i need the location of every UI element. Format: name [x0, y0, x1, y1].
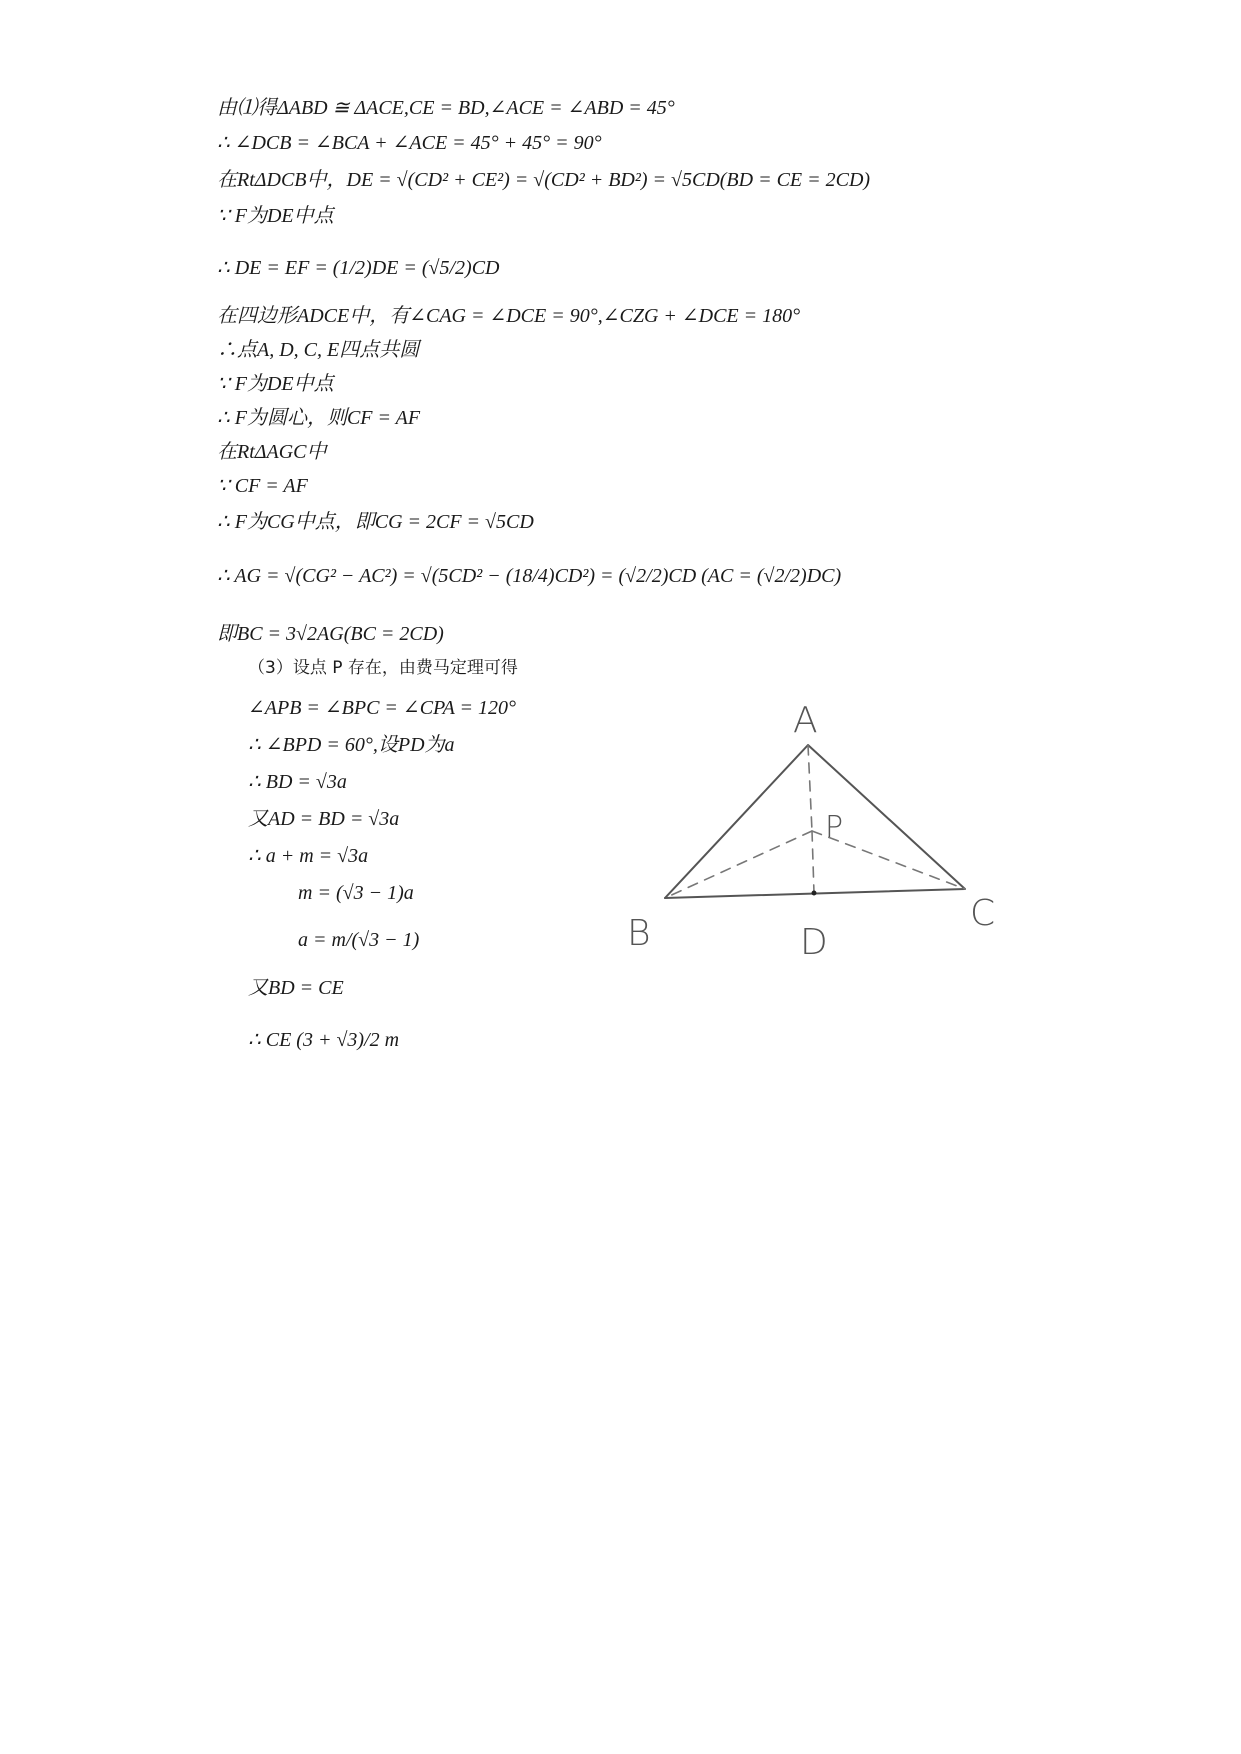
- solution-line-4: ∵ F为DE中点: [217, 205, 334, 227]
- label-a: A: [793, 700, 818, 741]
- solution-line-9: ∴ F为圆心，则CF = AF: [217, 407, 421, 429]
- part3-line-4: 又AD = BD = √3a: [248, 808, 400, 830]
- solution-line-1: 由⑴得ΔABD ≅ ΔACE,CE = BD,∠ACE = ∠ABD = 45°: [217, 97, 675, 119]
- part3-line-6: m = (√3 − 1)a: [298, 882, 414, 904]
- part3-line-7: a = m/(√3 − 1): [298, 929, 420, 951]
- segment-ap: [808, 745, 812, 831]
- label-c: C: [970, 893, 996, 934]
- solution-line-8: ∵ F为DE中点: [217, 373, 334, 395]
- solution-line-7: ∴点A, D, C, E四点共圆: [217, 339, 420, 361]
- solution-line-11: ∵ CF = AF: [217, 475, 308, 497]
- solution-line-3: 在RtΔDCB中，DE = √(CD² + CE²) = √(CD² + BD²) = √5CD(BD = CE = 2CD): [217, 169, 871, 191]
- solution-line-14: 即BC = 3√2AG(BC = 2CD): [217, 623, 444, 645]
- part3-line-2: ∴ ∠BPD = 60°,设PD为a: [248, 734, 455, 756]
- triangle-figure: [615, 695, 1015, 965]
- side-ab: [665, 745, 808, 898]
- solution-line-6: 在四边形ADCE中，有∠CAG = ∠DCE = 90°,∠CZG + ∠DCE = 180°: [217, 305, 801, 327]
- solution-line-13: ∴ AG = √(CG² − AC²) = √(5CD² − (18/4)CD²) = (√2/2)CD (AC = (√2/2)DC): [217, 565, 842, 587]
- point-d: [812, 891, 817, 896]
- solution-line-10: 在RtΔAGC中: [217, 441, 327, 463]
- part3-line-9: ∴ CE (3 + √3)/2 m: [248, 1029, 400, 1051]
- segment-pd: [812, 831, 814, 893]
- solution-line-12: ∴ F为CG中点，即CG = 2CF = √5CD: [217, 511, 534, 533]
- part3-line-1: ∠APB = ∠BPC = ∠CPA = 120°: [248, 697, 517, 719]
- segment-pb: [665, 831, 812, 898]
- part3-line-5: ∴ a + m = √3a: [248, 845, 369, 867]
- label-b: B: [627, 913, 651, 954]
- part3-line-8: 又BD = CE: [248, 977, 344, 999]
- part3-line-3: ∴ BD = √3a: [248, 771, 347, 793]
- label-d: D: [800, 922, 828, 963]
- solution-line-2: ∴ ∠DCB = ∠BCA + ∠ACE = 45° + 45° = 90°: [217, 132, 602, 154]
- part3-header: （3）设点 P 存在，由费马定理可得: [248, 658, 518, 678]
- solution-line-5: ∴ DE = EF = (1/2)DE = (√5/2)CD: [217, 257, 500, 279]
- label-p: P: [825, 810, 844, 845]
